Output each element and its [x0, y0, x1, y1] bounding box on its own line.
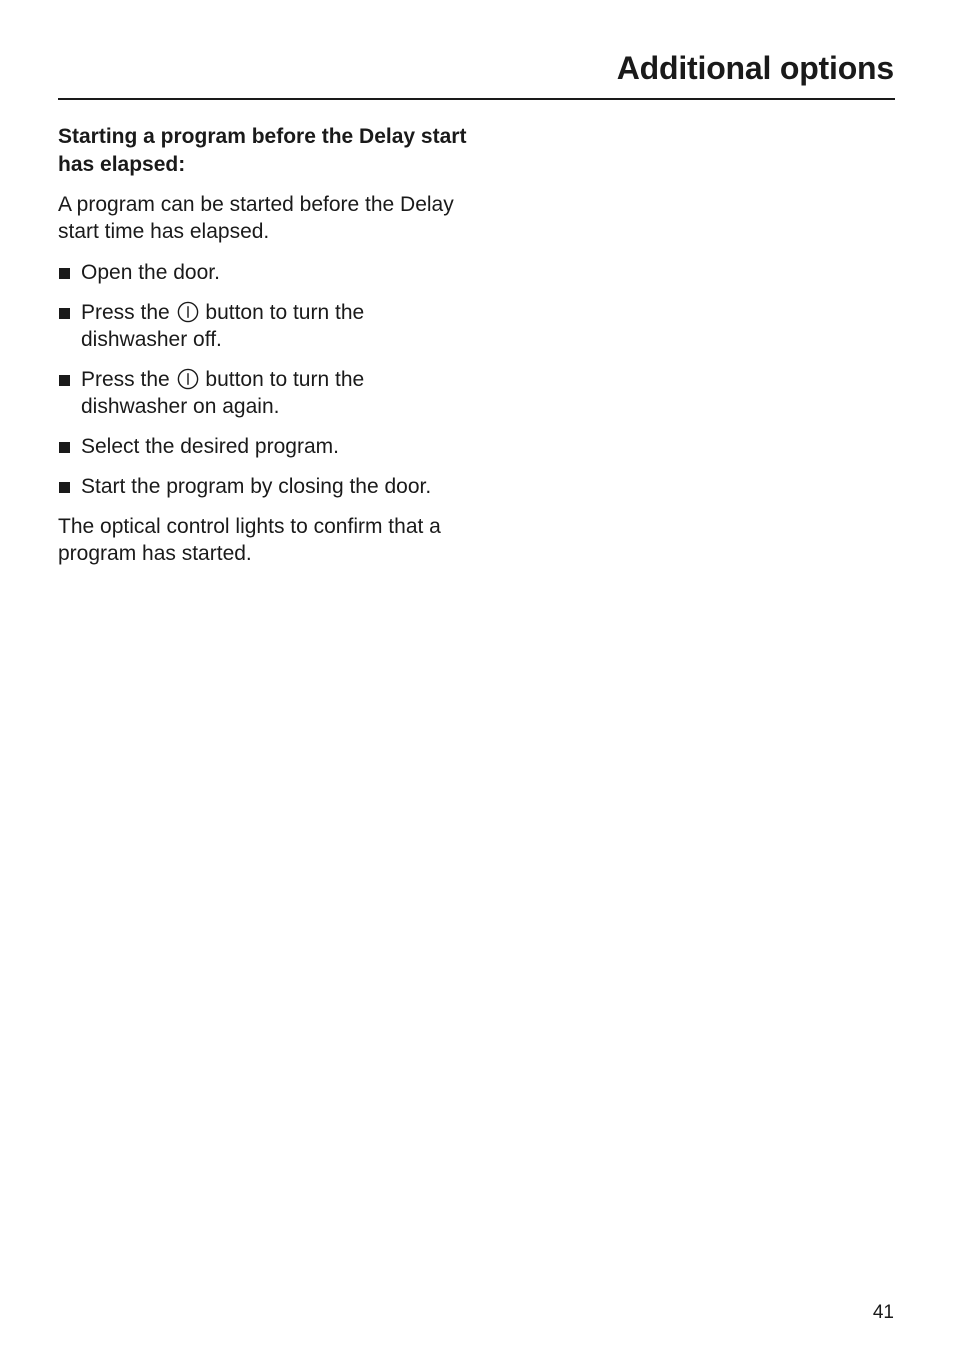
closing-paragraph: The optical control lights to confirm that a program has started. [58, 515, 441, 565]
step-text: Select the desired program. [81, 435, 339, 458]
step-text: Open the door. [81, 261, 220, 284]
bullet-square [59, 442, 70, 453]
list-item [58, 366, 468, 420]
section-heading: Starting a program before the Delay start has elapsed: [58, 125, 467, 176]
bullet-square [59, 375, 70, 386]
step-list [58, 259, 468, 500]
list-item [58, 433, 468, 460]
bullet-square [59, 308, 70, 319]
list-item [58, 259, 468, 286]
list-item [58, 299, 468, 353]
bullet-square [59, 482, 70, 493]
bullet-square [59, 268, 70, 279]
power-icon [177, 368, 199, 390]
step-text-before: Press the [81, 301, 170, 324]
header-divider [58, 98, 895, 100]
power-icon [177, 301, 199, 323]
step-text: Start the program by closing the door. [81, 475, 432, 498]
step-text-before: Press the [81, 368, 170, 391]
main-content [58, 123, 468, 581]
intro-paragraph: A program can be started before the Delay start time has elapsed. [58, 193, 454, 243]
step-text-after: button to turn the dishwasher off. [81, 301, 365, 351]
page-title: Additional options [616, 50, 894, 86]
list-item [58, 473, 468, 500]
step-text-after: button to turn the dishwasher on again. [81, 368, 365, 418]
page-number: 41 [872, 1302, 894, 1323]
